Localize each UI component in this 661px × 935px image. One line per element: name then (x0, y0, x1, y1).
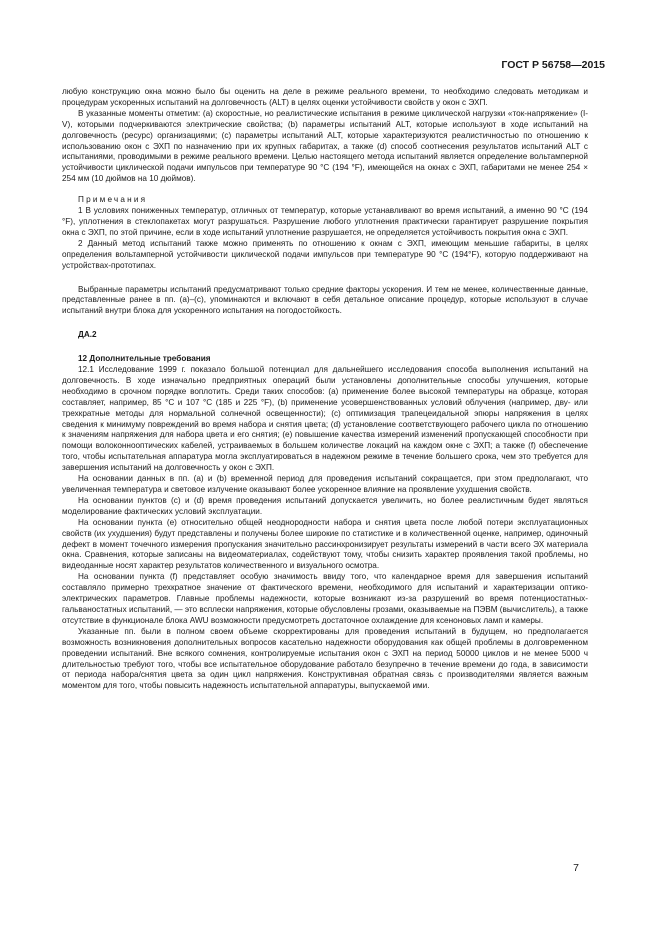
notes-heading: Примечания (78, 195, 148, 205)
paragraph-12-1: 12.1 Исследование 1999 г. показало большой потенциал для дальнейшего исследования способа выполнения испытаний на долговечность. В ходе изначально предприятных операций были установлены дополнительные способы улучшения, которые необходимо в срочном порядке воплотить. Среди таких способов: (а) применение более высокой температуры на образце, которая составляет, например, 85 °C и 107 °C (185 и 225 °F), (b) применение усовершенствованных условий облучения (например, дву- или трехкратные методы для нормальной солнечной освещенности); (с) оптимизация трапецеидальной эпюры напряжения в целях сведения к минимуму повреждений во время набора и снятия цвета; (d) установление соответствующего рабочего цикла по отношению к значениям напряжения для набора цвета и его снятия; (е) повышение качества измерений изменений пропускающей способности при помощи волоконнооптических кабелей, устраиваемых в большем количестве локаций на каждом окне с ЭХП; а также (f) обеспечение того, чтобы испытательная аппаратура могла эксплуатироваться в надежном режиме в течение большего срока, чем это требуется для завершения испытаний на долговечность у окон с ЭХП. (62, 365, 588, 473)
paragraph-cd: На основании пунктов (с) и (d) время проведения испытаний допускается увеличить, но более реалистичным будет являться моделирование фактических условий эксплуатации. (62, 495, 588, 516)
paragraph-e: На основании пункта (е) относительно общей неоднородности набора и снятия цвета после любой потери эксплуатационных свойств (их ухудшения) будут представлены и получены более широкие по статистике и в количественной оценке, например, одиночный дефект в момент точечного измерения пропускания значительно рассинхронизирует результаты измерений в части всего ЭХ материала окна. Сравнения, которые записаны на видеоматериалах, содействуют тому, чтобы снизить характер проявления такой проблемы, но видеоданные носят характер результатов количественного и визуального осмотра. (62, 517, 588, 571)
paragraph-future: Указанные пп. были в полном своем объеме скорректированы для проведения испытаний в будущем, но предполагается возможность возникновения дополнительных вопросов касательно надежности оборудования как общей проблемы в долговременном проведении испытаний. Вне всякого сомнения, контролируемые испытания окон с ЭХП на период 50000 циклов и не менее 5000 ч длительностью требуют того, чтобы все испытательное оборудование работало безупречно в течение времени до года, в зависимости от периода набора/снятия цвета за один цикл напряжения. Конструктивная обратная связь с производителями является важным моментом для того, чтобы повысить надежность испытательной аппаратуры, выпускаемой ими. (62, 626, 588, 691)
section-heading-da2: ДА.2 (78, 330, 97, 340)
document-body (62, 87, 588, 692)
note-2: 2 Данный метод испытаний также можно применять по отношению к окнам с ЭХП, имеющим меньшие габариты, в целях определения вольтамперной устойчивости циклической подачи импульсов при температуре 90 °C (194°F), которую поддерживают на устройствах-прототипах. (62, 238, 588, 270)
paragraph-continuation: любую конструкцию окна можно было бы оценить на деле в режиме реального времени, то необходимо следовать методикам и процедурам ускоренных испытаний на долговечность (ALT) в целях оценки устойчивости свойств у окон с ЭХП. (62, 87, 588, 107)
document-header-title: ГОСТ Р 56758—2015 (501, 59, 605, 71)
paragraph-f: На основании пункта (f) представляет особую значимость ввиду того, что календарное время для завершения испытаний составляло примерно трехкратное значение от фактического времени, необходимого для испытаний и характеризации оптико-электрических параметров. Главные проблемы надежности, которые возникают из-за разрушений во время потенциостатных-гальваностатных испытаний, — это всплески напряжения, которые обусловлены грозами, оказываемые на ПЭВМ (вычислитель), а также отсутствие в функционале блока AWU возможности предусмотреть достаточное охлаждение для ксеноновых ламп и камеры. (62, 572, 588, 625)
section-heading-12: 12 Дополнительные требования (78, 354, 211, 364)
paragraph-points: В указанные моменты отметим: (а) скоростные, но реалистические испытания в режиме циклической нагрузки «ток-напряжение» (I-V), которыми подчеркиваются электрические свойства; (b) параметры испытаний ALT, которые используют в ходе испытаний на долговечность (ресурс) организациями; (с) параметры испытаний ALT, которые характеризуются реалистичностью по отношению к использованию окон с ЭХП по назначению при их крупных габаритах, а также (d) способ соотнесения результатов испытаний ALT с испытаниями, проводимыми в режиме реального времени. Целью настоящего метода испытаний является определение вольтамперной устойчивости циклической подачи импульсов при температуре 90 °C (194 °F), имеющейся на окнах с ЭХП, габаритами не менее 254 × 254 мм (10 дюймов на 10 дюймов). (62, 108, 588, 184)
page-number: 7 (573, 862, 579, 874)
paragraph-selected-params: Выбранные параметры испытаний предусматривают только средние факторы ускорения. И тем не менее, количественные данные, представленные ранее в пп. (а)–(с), упоминаются и включают в себя детальное описание процедур, которые используют в случае испытаний внутри блока для ускоренного испытания на погодостойкость. (62, 284, 588, 316)
paragraph-ab: На основании данных в пп. (а) и (b) временной период для проведения испытаний сокращается, при этом предполагают, что увеличенная температура и световое излучение оказывают более ускоренное влияние на проявление ухудшения свойств. (62, 474, 588, 494)
note-1: 1 В условиях пониженных температур, отличных от температур, которые устанавливают во время испытаний, а именно 90 °C (194 °F), уплотнения в стеклопакетах могут разрушаться. Разрушение любого уплотнения практически гарантирует разрушение покрытия окна с ЭХП, по этой причине, если в ходе испытаний уплотнение разрушается, не определяется устойчивость покрытия окна с ЭХП. (62, 206, 588, 237)
